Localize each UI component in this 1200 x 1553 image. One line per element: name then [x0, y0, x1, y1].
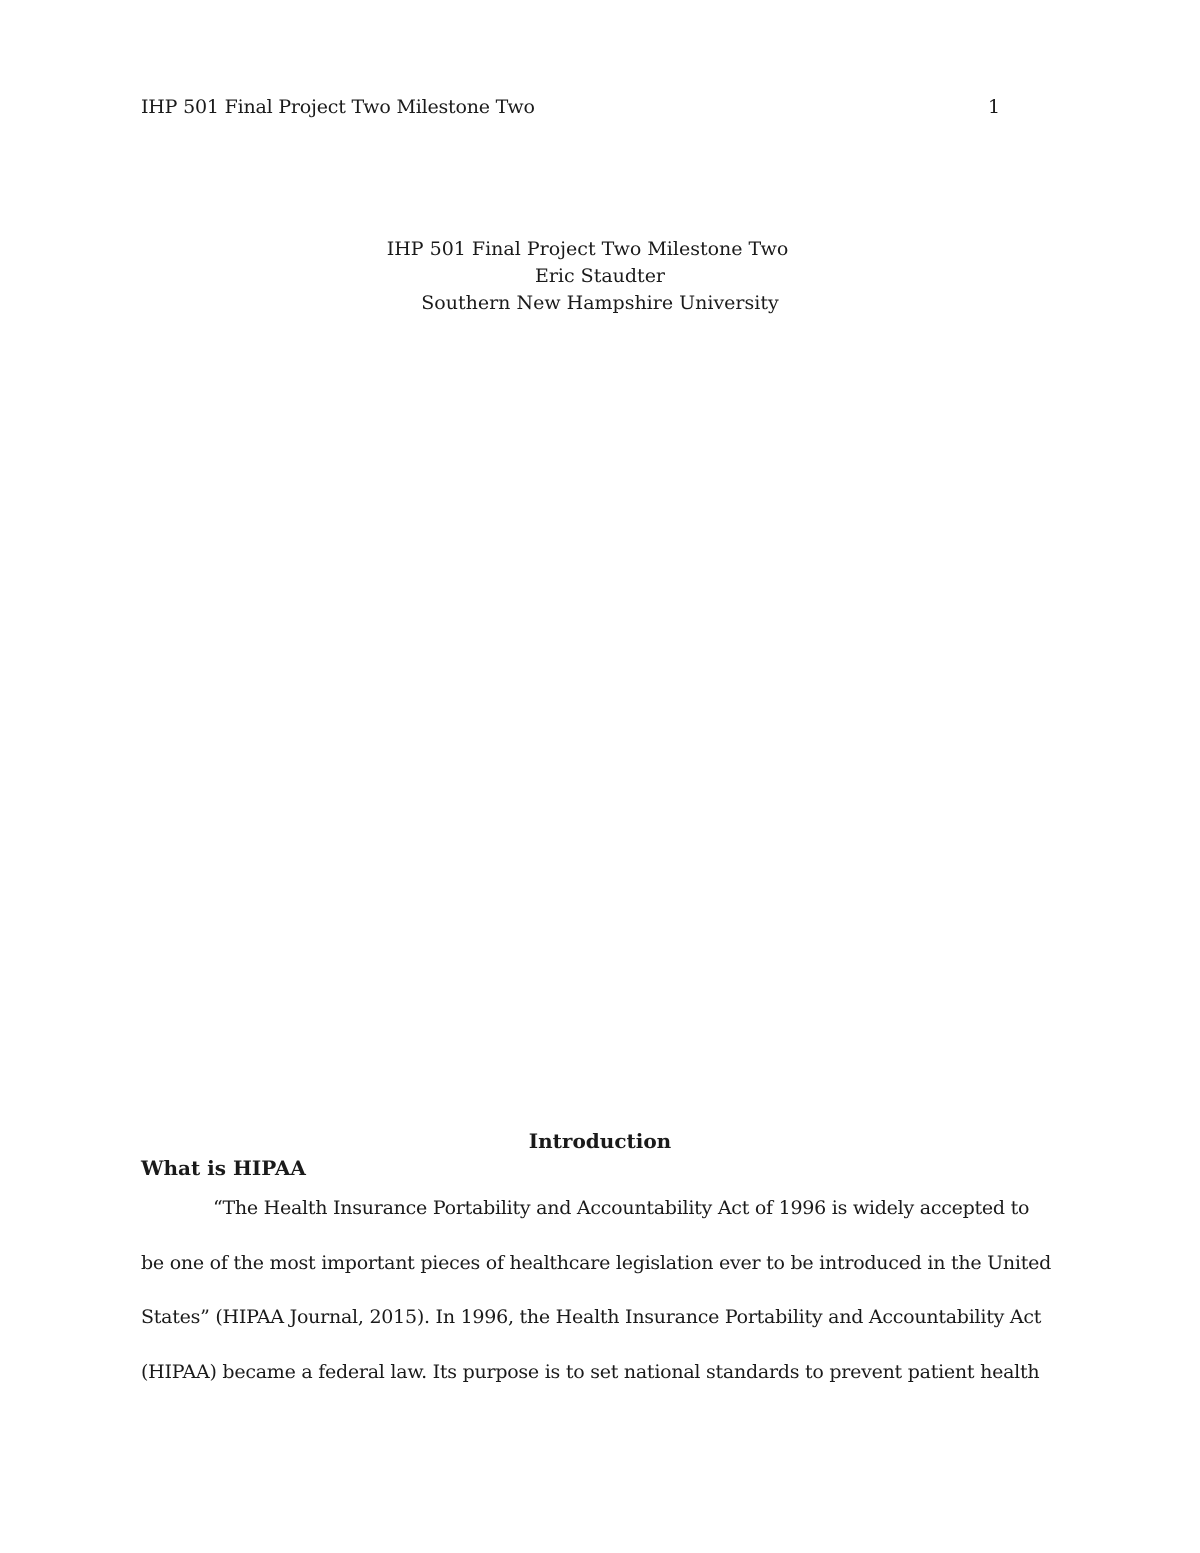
running-head: IHP 501 Final Project Two Milestone Two	[141, 96, 535, 118]
paragraph-line: “The Health Insurance Portability and Accountability Act of 1996 is widely accepted to	[213, 1197, 1030, 1219]
paragraph-line: be one of the most important pieces of healthcare legislation ever to be introduced in the United	[141, 1251, 1051, 1274]
paragraph-line: States” (HIPAA Journal, 2015). In 1996, the Health Insurance Portability and Accountability Act	[141, 1306, 1042, 1328]
paper-title: IHP 501 Final Project Two Milestone Two	[386, 238, 789, 260]
institution-name: Southern New Hampshire University	[421, 292, 779, 314]
author-name: Eric Staudter	[534, 265, 666, 287]
page-number: 1	[988, 96, 1001, 118]
introduction-heading: Introduction	[528, 1129, 672, 1153]
title-block	[0, 236, 1200, 317]
what-is-hipaa-heading: What is HIPAA	[141, 1156, 306, 1180]
introduction-paragraph	[141, 1181, 1061, 1399]
paragraph-line: (HIPAA) became a federal law. Its purpose is to set national standards to prevent patient health	[141, 1360, 1040, 1383]
